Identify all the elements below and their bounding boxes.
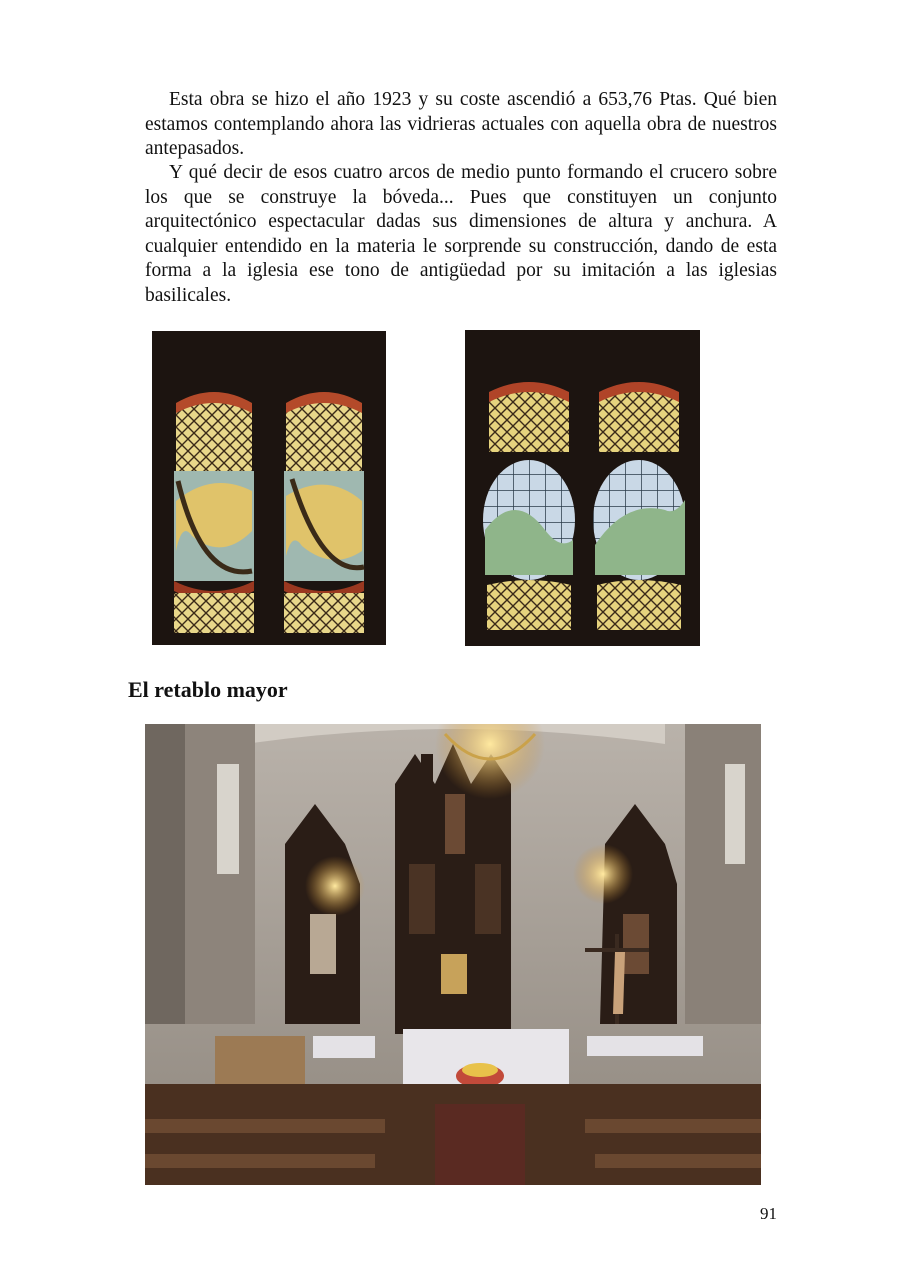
paragraph-1: Esta obra se hizo el año 1923 y su coste ascendió a 653,76 Ptas. Qué bien estamos contemplando ahora las vidrieras actuales con aquella obra de nuestros antepasados. [145,89,777,159]
stained-glass-photo-left [152,331,386,645]
page-number: 91 [760,1204,777,1223]
section-heading: El retablo mayor [128,677,288,702]
altar-photo [145,724,761,1185]
paragraph-2: Y qué decir de esos cuatro arcos de medio punto formando el crucero sobre los que se construye la bóveda... Pues que constituyen un conjunto arquitectónico espectacular dadas sus dimensiones de altura y anchura. A cualquier entendido en la materia le sorprende su construcción, dando de esta forma a la iglesia ese tono de antigüedad por su imitación a las iglesias basilicales. [145,162,777,306]
stained-glass-photo-right [465,330,700,646]
